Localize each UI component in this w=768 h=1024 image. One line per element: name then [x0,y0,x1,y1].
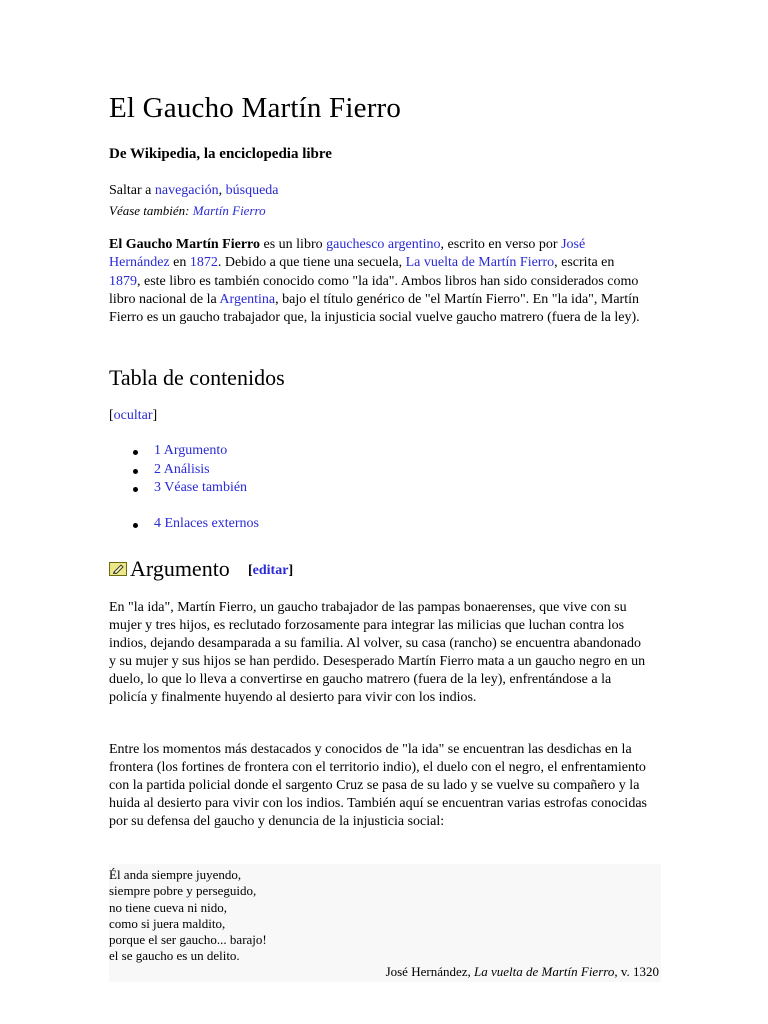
quote-block [109,864,661,982]
jump-separator: , [218,183,226,198]
argumento-paragraph-2: Entre los momentos más destacados y conocidos de "la ida" se encuentran las desdichas en la frontera (los fortines de frontera con el territorio indio), el duelo con el negro, el enfrentamiento con la partida policial donde el sargento Cruz se pasa de su lado y se vuelve su compañero y la huida al desierto para vivir con los indios. También aquí se encuentran varias estrofas conocidas por su defensa del gaucho y denuncia de la injusticia social: [109,742,647,829]
quote-verses [109,867,267,965]
edit-bracket: [ [248,563,253,578]
jump-prefix: Saltar a [109,183,155,198]
quote-line: el se gaucho es un delito. [109,948,240,964]
jump-search-link[interactable]: búsqueda [225,183,279,198]
see-also-prefix: Véase también: [109,203,193,218]
intro-text: , escrita en [554,255,615,271]
toc-toggle [109,408,157,424]
link-jose-hernandez[interactable]: José Hernández [109,237,586,271]
quote-line: porque el ser gaucho... barajo! [109,932,267,948]
cite-ref: , v. 1320 [614,964,659,979]
quote-line: no tiene cueva ni nido, [109,899,228,915]
intro-text: es un libro [260,237,327,252]
cite-author: José Hernández, [385,964,474,979]
toc-item [131,480,247,499]
intro-text: . Debido a que tiene una secuela, [217,255,406,271]
jump-navigation-link[interactable]: navegación [154,183,219,198]
intro-text: , escrito en verso por [440,237,562,252]
toc-item [131,516,259,535]
see-also-link[interactable]: Martín Fierro [192,203,266,218]
toc-link-analisis[interactable]: 2 Análisis [154,461,210,477]
link-la-vuelta[interactable]: La vuelta de Martín Fierro [405,255,555,271]
quote-line: como si juera maldito, [109,915,226,931]
intro-text: , este libro es también conocido como "la ida". Ambos libros han sido considerados como libro nacional de la [109,273,639,307]
toc-item [131,443,247,462]
intro-text: , bajo el título genérico de "el Martín Fierro". En "la ida", Martín Fierro es un gaucho trabajador que, la injusticia social vuelve gaucho matrero (fuera de la ley). [109,291,640,326]
toc-toggle-bracket: ] [152,408,158,423]
toc-title: Tabla de contenidos [109,365,285,390]
site-subtitle: De Wikipedia, la enciclopedia libre [109,146,332,162]
intro-text: en [169,255,190,271]
argumento-paragraph-1: En "la ida", Martín Fierro, un gaucho trabajador de las pampas bonaerenses, que vive con su mujer y tres hijos, es reclutado forzosamente para integrar las milicias que luchan contra los indios, dejando desamparada a su familia. Al volver, su casa (rancho) se encuentra abandonado y su mujer y sus hijos se han perdido. Desesperado Martín Fierro mata a un gaucho negro en un duelo, lo que lo lleva a convertirse en gaucho matrero (fuera de la ley), enfrentándose a la policía y finalmente huyendo al desierto para vivir con los indios. [109,600,646,705]
edit-pencil-icon[interactable] [109,562,127,576]
toc-item [131,462,247,481]
section-edit [248,563,293,579]
quote-line: siempre pobre y perseguido, [109,883,257,899]
quote-line: Él anda siempre juyendo, [109,867,242,882]
jump-links [109,183,279,199]
intro-bold-title: El Gaucho Martín Fierro [109,237,260,252]
edit-link[interactable]: editar [252,563,289,578]
toc-link-vease-tambien[interactable]: 3 Véase también [154,480,248,495]
intro-paragraph [109,236,649,327]
link-1879[interactable]: 1879 [109,273,137,289]
edit-bracket: ] [288,563,294,578]
cite-work: La vuelta de Martín Fierro [474,964,615,979]
toc-list [131,516,259,535]
toc-link-argumento[interactable]: 1 Argumento [154,443,228,458]
link-1872[interactable]: 1872 [189,255,218,271]
link-argentino[interactable]: argentino [387,237,441,252]
section-title: Argumento [130,556,230,581]
link-argentina[interactable]: Argentina [219,291,276,307]
see-also-note [109,203,266,219]
toc-list [131,443,247,499]
toc-toggle-bracket: [ [109,408,114,423]
toc-link-enlaces-externos[interactable]: 4 Enlaces externos [154,516,259,531]
quote-citation [386,964,659,980]
page-title: El Gaucho Martín Fierro [109,92,402,124]
link-gauchesco[interactable]: gauchesco [326,237,385,252]
toc-hide-link[interactable]: ocultar [113,408,153,423]
